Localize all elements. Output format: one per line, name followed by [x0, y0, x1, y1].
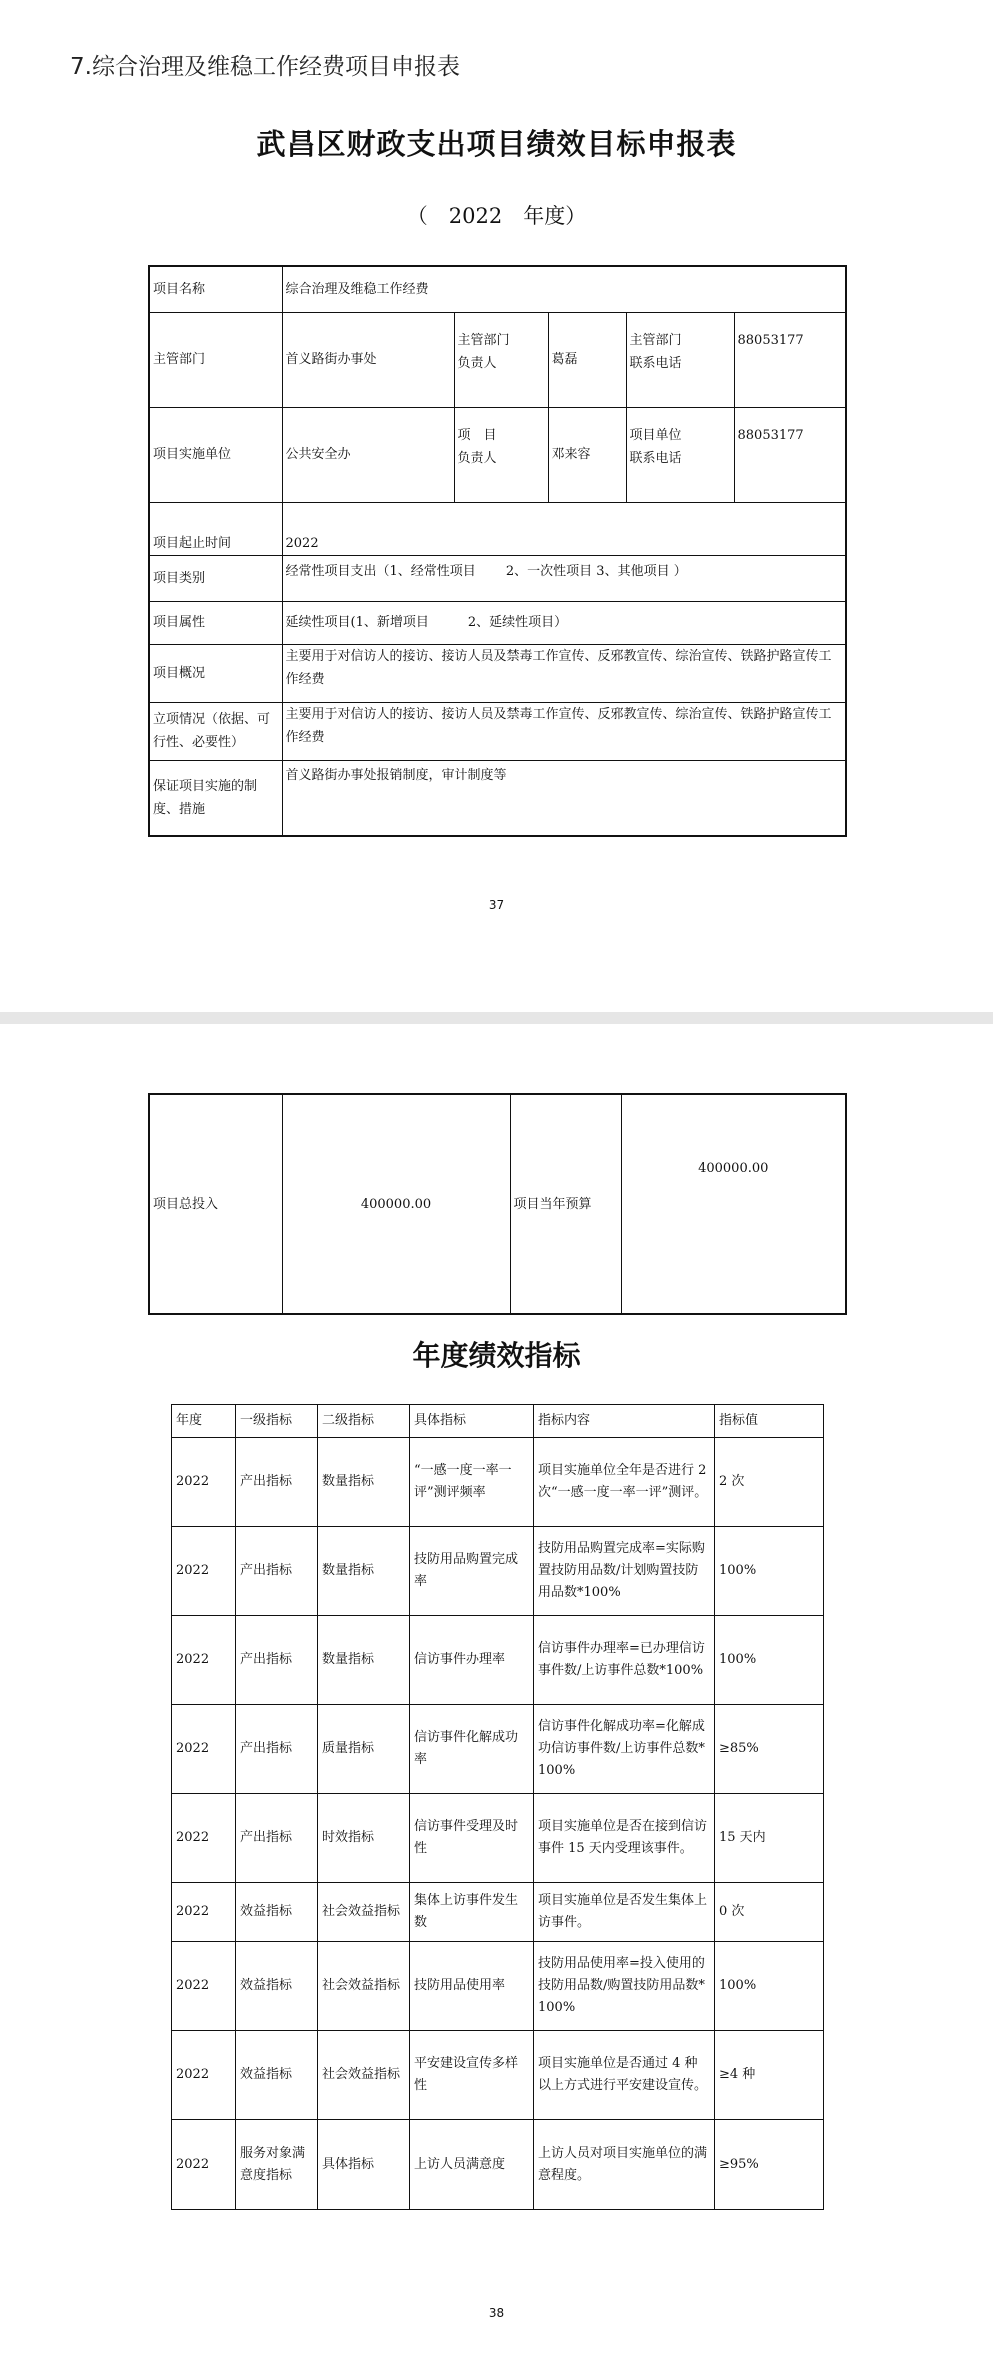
basis-label: 立项情况（依据、可行性、必要性）: [149, 702, 282, 760]
dept-phone-label: [626, 312, 734, 407]
cell-level1: 产出指标: [236, 1527, 318, 1616]
cell-level1: 效益指标: [236, 1942, 318, 2031]
table-row: [149, 760, 846, 836]
cell-level2: 时效指标: [318, 1794, 410, 1883]
cell-year: 2022: [172, 2031, 236, 2120]
total-investment-label: 项目总投入: [149, 1094, 282, 1314]
cell-value: 100%: [715, 1942, 824, 2031]
impl-head-label-line2: 负责人: [457, 450, 497, 466]
column-header: 一级指标: [236, 1405, 318, 1438]
cell-year: 2022: [172, 1527, 236, 1616]
cell-year: 2022: [172, 1794, 236, 1883]
cell-content: 项目实施单位是否发生集体上访事件。: [534, 1883, 715, 1942]
table-row: [149, 601, 846, 644]
dept-phone-value: 88053177: [734, 312, 846, 407]
impl-head-value: 邓来容: [548, 407, 626, 502]
table-row: [149, 312, 846, 407]
dept-head-label: [454, 312, 548, 407]
dept-head-label-line1: 主管部门: [457, 332, 510, 348]
annual-budget-label: 项目当年预算: [510, 1094, 621, 1314]
cell-level2: 社会效益指标: [318, 1942, 410, 2031]
impl-phone-label-line2: 联系电话: [629, 450, 682, 466]
category-value: 经常性项目支出（1、经常性项目 2、一次性项目 3、其他项目 ）: [282, 555, 846, 601]
cell-item: 技防用品使用率: [410, 1942, 534, 2031]
overview-label: 项目概况: [149, 644, 282, 702]
cell-content: 项目实施单位是否通过 4 种以上方式进行平安建设宣传。: [534, 2031, 715, 2120]
document-page-1: [0, 0, 993, 1012]
guarantee-label: 保证项目实施的制度、措施: [149, 760, 282, 836]
cell-value: 2 次: [715, 1438, 824, 1527]
document-page-2: [0, 1024, 993, 2371]
page-number: 37: [488, 898, 505, 912]
cell-year: 2022: [172, 1942, 236, 2031]
cell-content: 信访事件办理率=已办理信访事件数/上访事件总数*100%: [534, 1616, 715, 1705]
attribute-label: 项目属性: [149, 601, 282, 644]
table-header-row: [172, 1405, 824, 1438]
cell-item: 上访人员满意度: [410, 2120, 534, 2210]
page-number: 38: [488, 2306, 505, 2320]
dept-phone-label-line1: 主管部门: [629, 332, 682, 348]
column-header: 指标内容: [534, 1405, 715, 1438]
table-row: [172, 1705, 824, 1794]
table-row: [172, 1883, 824, 1942]
table-row: [172, 1527, 824, 1616]
cell-content: 技防用品使用率=投入使用的技防用品数/购置技防用品数*100%: [534, 1942, 715, 2031]
attribute-value: 延续性项目(1、新增项目 2、延续性项目）: [282, 601, 846, 644]
dept-label: 主管部门: [149, 312, 282, 407]
cell-level1: 产出指标: [236, 1438, 318, 1527]
cell-content: 信访事件化解成功率=化解成功信访事件数/上访事件总数*100%: [534, 1705, 715, 1794]
project-name-value: 综合治理及维稳工作经费: [282, 266, 846, 312]
cell-level2: 具体指标: [318, 2120, 410, 2210]
cell-content: 上访人员对项目实施单位的满意程度。: [534, 2120, 715, 2210]
table-row: [149, 407, 846, 502]
column-header: 年度: [172, 1405, 236, 1438]
total-investment-value: 400000.00: [282, 1094, 510, 1314]
cell-value: ≥4 种: [715, 2031, 824, 2120]
cell-level2: 数量指标: [318, 1438, 410, 1527]
cell-item: “一感一度一率一评”测评频率: [410, 1438, 534, 1527]
cell-level2: 社会效益指标: [318, 2031, 410, 2120]
table-row: [149, 1094, 846, 1314]
cell-level2: 质量指标: [318, 1705, 410, 1794]
basis-value: 主要用于对信访人的接访、接访人员及禁毒工作宣传、反邪教宣传、综治宣传、铁路护路宣传工作经费: [282, 702, 846, 760]
impl-phone-value: 88053177: [734, 407, 846, 502]
dept-value: 首义路街办事处: [282, 312, 454, 407]
table-row: [172, 1942, 824, 2031]
table-row: [172, 1616, 824, 1705]
table-row: [149, 555, 846, 601]
cell-level1: 产出指标: [236, 1616, 318, 1705]
cell-item: 信访事件受理及时性: [410, 1794, 534, 1883]
cell-content: 项目实施单位是否在接到信访事件 15 天内受理该事件。: [534, 1794, 715, 1883]
table-row: [172, 2031, 824, 2120]
column-header: 二级指标: [318, 1405, 410, 1438]
annual-budget-value: 400000.00: [621, 1094, 846, 1314]
cell-value: 100%: [715, 1527, 824, 1616]
category-label: 项目类别: [149, 555, 282, 601]
cell-content: 技防用品购置完成率=实际购置技防用品数/计划购置技防用品数*100%: [534, 1527, 715, 1616]
overview-value: 主要用于对信访人的接访、接访人员及禁毒工作宣传、反邪教宣传、综治宣传、铁路护路宣传工作经费: [282, 644, 846, 702]
cell-value: 15 天内: [715, 1794, 824, 1883]
impl-unit-value: 公共安全办: [282, 407, 454, 502]
impl-head-label-line1: 项 目: [457, 427, 497, 443]
guarantee-value: 首义路街办事处报销制度，审计制度等: [282, 760, 846, 836]
cell-year: 2022: [172, 2120, 236, 2210]
column-header: 具体指标: [410, 1405, 534, 1438]
table-row: [172, 1438, 824, 1527]
cell-item: 技防用品购置完成率: [410, 1527, 534, 1616]
cell-year: 2022: [172, 1438, 236, 1527]
cell-value: 0 次: [715, 1883, 824, 1942]
cell-value: ≥95%: [715, 2120, 824, 2210]
cell-level1: 服务对象满意度指标: [236, 2120, 318, 2210]
cell-value: 100%: [715, 1616, 824, 1705]
column-header: 指标值: [715, 1405, 824, 1438]
project-info-table: [148, 265, 847, 837]
cell-level1: 产出指标: [236, 1705, 318, 1794]
budget-table: [148, 1093, 847, 1315]
start-time-label: 项目起止时间: [149, 502, 282, 555]
table-row: [149, 502, 846, 555]
document-title: 武昌区财政支出项目绩效目标申报表: [256, 127, 737, 161]
impl-unit-label: 项目实施单位: [149, 407, 282, 502]
cell-item: 信访事件化解成功率: [410, 1705, 534, 1794]
cell-level2: 社会效益指标: [318, 1883, 410, 1942]
impl-phone-label-line1: 项目单位: [629, 427, 682, 443]
dept-head-value: 葛磊: [548, 312, 626, 407]
cell-year: 2022: [172, 1616, 236, 1705]
cell-year: 2022: [172, 1883, 236, 1942]
cell-item: 集体上访事件发生数: [410, 1883, 534, 1942]
fiscal-year-line: （ 2022 年度）: [406, 204, 587, 228]
cell-level1: 效益指标: [236, 1883, 318, 1942]
cell-level1: 产出指标: [236, 1794, 318, 1883]
cell-value: ≥85%: [715, 1705, 824, 1794]
table-row: [149, 702, 846, 760]
cell-year: 2022: [172, 1705, 236, 1794]
impl-phone-label: [626, 407, 734, 502]
table-row: [172, 1794, 824, 1883]
start-time-value: 2022: [282, 502, 846, 555]
table-row: [149, 644, 846, 702]
cell-level2: 数量指标: [318, 1616, 410, 1705]
impl-head-label: [454, 407, 548, 502]
project-name-label: 项目名称: [149, 266, 282, 312]
table-row: [149, 266, 846, 312]
performance-title: 年度绩效指标: [412, 1339, 581, 1372]
cell-item: 信访事件办理率: [410, 1616, 534, 1705]
cell-level1: 效益指标: [236, 2031, 318, 2120]
cell-item: 平安建设宣传多样性: [410, 2031, 534, 2120]
dept-phone-label-line2: 联系电话: [629, 355, 682, 371]
cell-level2: 数量指标: [318, 1527, 410, 1616]
performance-indicator-table: [171, 1404, 824, 2210]
dept-head-label-line2: 负责人: [457, 355, 497, 371]
section-heading: 7.综合治理及维稳工作经费项目申报表: [70, 54, 460, 80]
cell-content: 项目实施单位全年是否进行 2 次“一感一度一率一评”测评。: [534, 1438, 715, 1527]
table-row: [172, 2120, 824, 2210]
